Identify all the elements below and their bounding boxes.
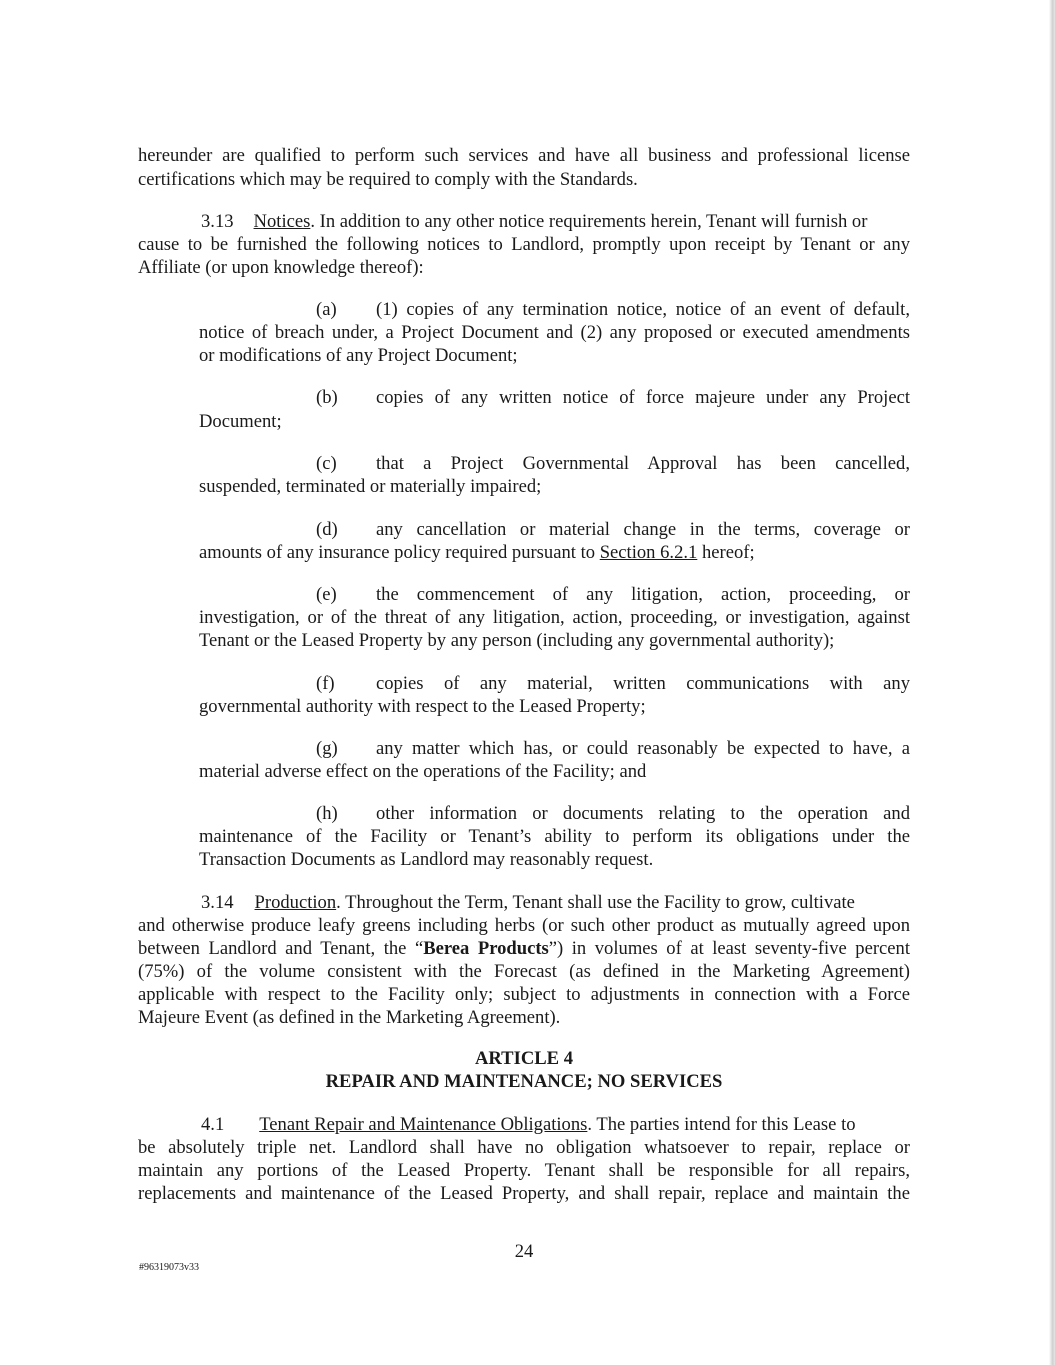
paragraph-text: amounts of any insurance policy required pursuant to — [199, 542, 600, 563]
list-item-h-line: other information or documents relating to the operation and — [376, 803, 910, 824]
paragraph-line: certifications which may be required to comply with the Standards. — [138, 169, 638, 190]
section-number: 3.14 — [201, 892, 234, 913]
paragraph-text: hereof; — [697, 542, 755, 563]
list-label-e: (e) — [316, 584, 337, 605]
section-reference: Section 6.2.1 — [599, 542, 698, 563]
paragraph-line: maintain any portions of the Leased Property. Tenant shall be responsible for all repairs, — [138, 1160, 910, 1181]
paragraph-line: cause to be furnished the following notices to Landlord, promptly upon receipt by Tenant or any — [138, 234, 910, 255]
list-label-c: (c) — [316, 453, 337, 474]
document-id: #96319073v33 — [139, 1262, 199, 1273]
list-item-d-line: any cancellation or material change in the terms, coverage or — [376, 519, 910, 540]
section-number: 3.13 — [201, 211, 234, 232]
paragraph-line: hereunder are qualified to perform such services and have all business and professional license — [138, 145, 910, 166]
list-item-h-line: Transaction Documents as Landlord may reasonably request. — [199, 849, 654, 870]
section-title: Notices — [253, 211, 311, 232]
list-item-a-line: notice of breach under, a Project Document and (2) any proposed or executed amendments — [199, 322, 910, 343]
list-item-g-line: material adverse effect on the operations of the Facility; and — [199, 761, 647, 782]
list-item-h-line: maintenance of the Facility or Tenant’s ability to perform its obligations under the — [199, 826, 910, 847]
section-3-14-heading — [201, 891, 855, 914]
list-label-g: (g) — [316, 738, 338, 759]
list-item-e-line: the commencement of any litigation, action, proceeding, or — [376, 584, 910, 605]
list-item-f-line: governmental authority with respect to the Leased Property; — [199, 696, 646, 717]
paragraph-text: . The parties intend for this Lease to — [587, 1114, 856, 1135]
paragraph-line: be absolutely triple net. Landlord shall have no obligation whatsoever to repair, replace or — [138, 1137, 910, 1158]
paragraph-text: between Landlord and Tenant, the “ — [138, 938, 424, 959]
article-title: REPAIR AND MAINTENANCE; NO SERVICES — [325, 1071, 723, 1092]
section-3-13-heading — [201, 210, 867, 233]
paragraph-text: . In addition to any other notice requirements herein, Tenant will furnish or — [310, 211, 868, 232]
list-item-a-line: or modifications of any Project Document; — [199, 345, 518, 366]
paragraph-text: . Throughout the Term, Tenant shall use the Facility to grow, cultivate — [336, 892, 855, 913]
list-label-f: (f) — [316, 673, 335, 694]
article-heading: ARTICLE 4 — [474, 1048, 574, 1069]
section-number: 4.1 — [201, 1114, 225, 1135]
list-item-c-line: suspended, terminated or materially impaired; — [199, 476, 542, 497]
section-4-1-heading — [201, 1113, 856, 1136]
list-label-b: (b) — [316, 387, 338, 408]
list-label-a: (a) — [316, 299, 337, 320]
list-item-b-line: Document; — [199, 411, 282, 432]
list-item-g-line: any matter which has, or could reasonably be expected to have, a — [376, 738, 910, 759]
list-label-h: (h) — [316, 803, 338, 824]
section-title: Production — [254, 892, 337, 913]
list-item-a-line: (1) copies of any termination notice, notice of an event of default, — [376, 299, 910, 320]
list-item-c-line: that a Project Governmental Approval has been cancelled, — [376, 453, 910, 474]
list-item-e-line: Tenant or the Leased Property by any person (including any governmental authority); — [199, 630, 835, 651]
paragraph-text: ”) in volumes of at least seventy-five percent — [548, 938, 910, 959]
paragraph-line: Affiliate (or upon knowledge thereof): — [138, 257, 424, 278]
list-label-d: (d) — [316, 519, 338, 540]
list-item-d-line — [199, 541, 755, 564]
scan-edge — [1049, 0, 1055, 1365]
paragraph-line: applicable with respect to the Facility only; subject to adjustments in connection with a Force — [138, 984, 910, 1005]
list-item-b-line: copies of any written notice of force majeure under any Project — [376, 387, 910, 408]
defined-term: Berea Products — [423, 938, 549, 959]
paragraph-line: Majeure Event (as defined in the Marketing Agreement). — [138, 1007, 561, 1028]
paragraph-line: (75%) of the volume consistent with the Forecast (as defined in the Marketing Agreement) — [138, 961, 910, 982]
section-title: Tenant Repair and Maintenance Obligations — [259, 1114, 588, 1135]
paragraph-line — [138, 937, 910, 960]
paragraph-line: and otherwise produce leafy greens including herbs (or such other product as mutually agreed upon — [138, 915, 910, 936]
paragraph-line: replacements and maintenance of the Leased Property, and shall repair, replace and maintain the — [138, 1183, 910, 1204]
list-item-e-line: investigation, or of the threat of any litigation, action, proceeding, or investigation, against — [199, 607, 910, 628]
page-number: 24 — [514, 1241, 534, 1262]
list-item-f-line: copies of any material, written communications with any — [376, 673, 910, 694]
